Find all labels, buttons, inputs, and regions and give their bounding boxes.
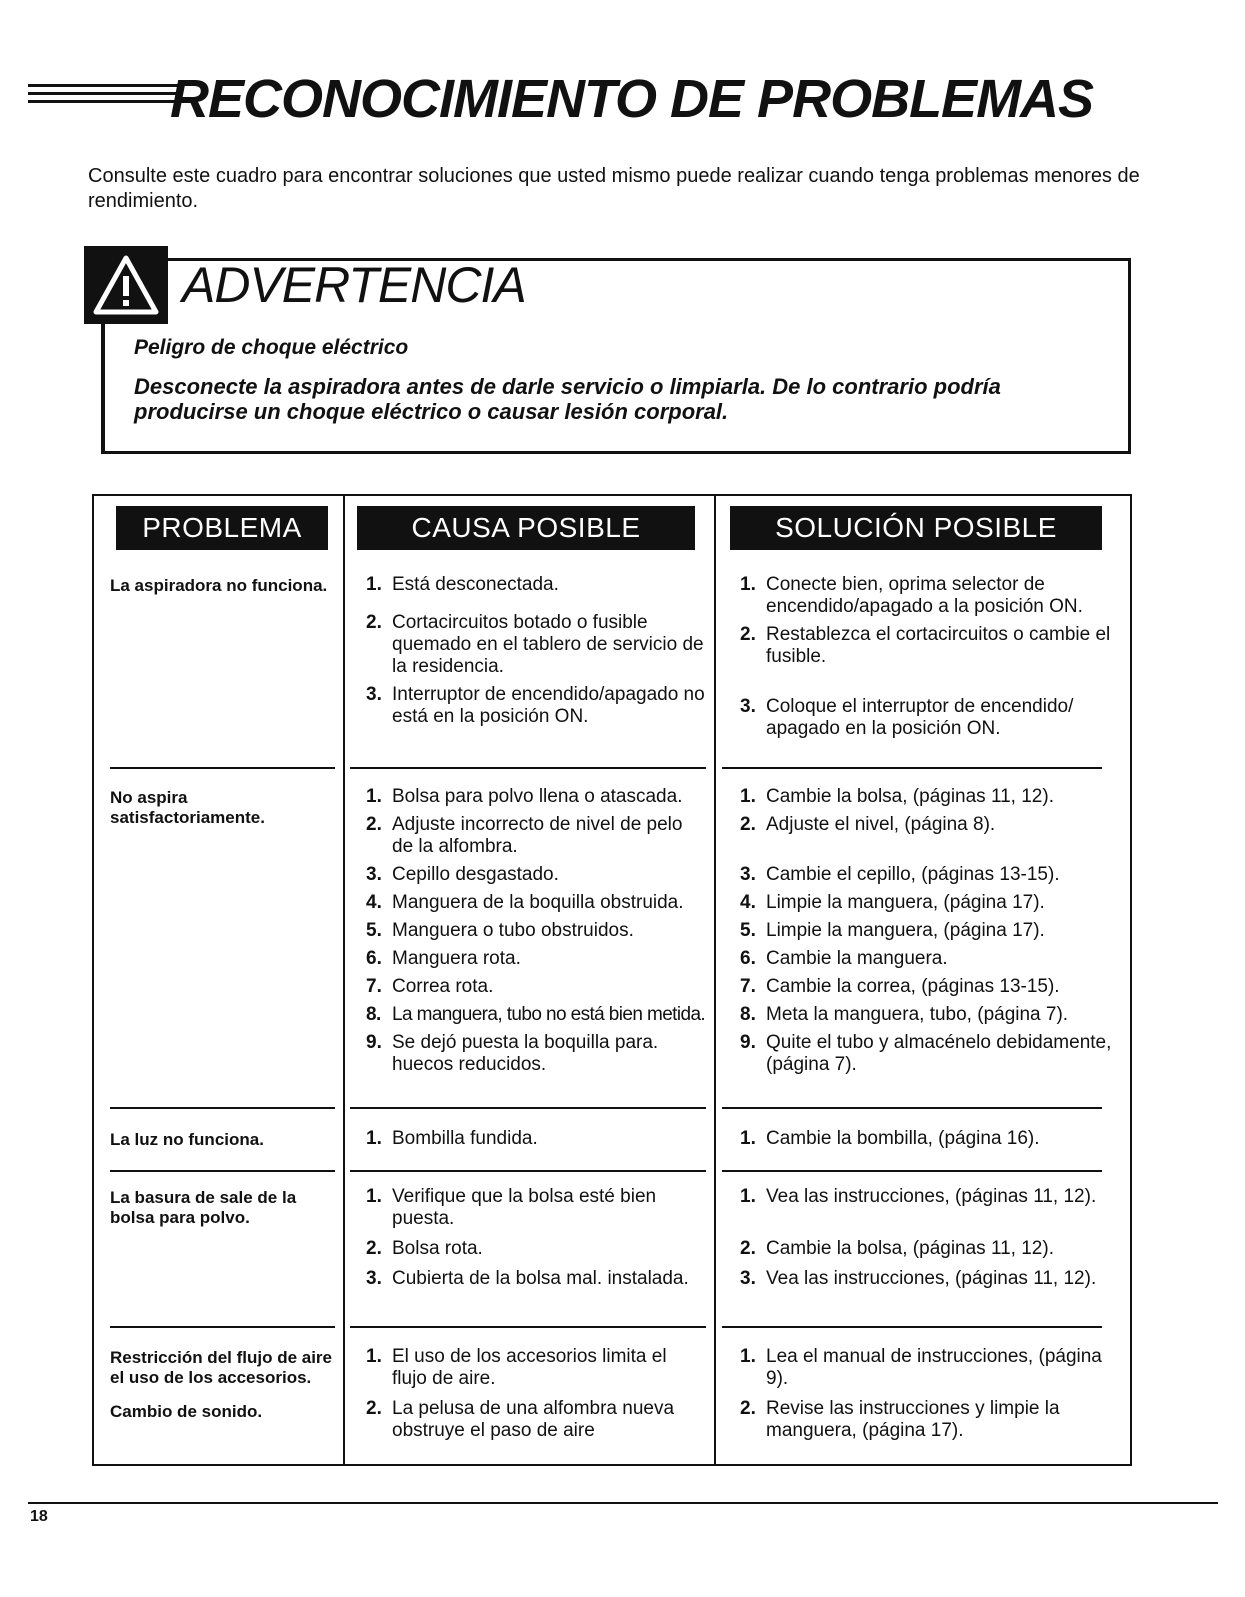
warning-heading: ADVERTENCIA xyxy=(182,257,526,313)
list-item: 3. Interruptor de encendido/apagado no está en la posición ON. xyxy=(366,684,705,727)
solution-list xyxy=(740,1346,1120,1442)
row-divider xyxy=(350,767,706,769)
row-problem xyxy=(110,788,335,842)
row-divider xyxy=(350,1326,706,1328)
problem-text: Cambio de sonido. xyxy=(110,1402,263,1421)
list-item: 2. La pelusa de una alfombra nueva obstruye el paso de aire xyxy=(366,1398,675,1441)
list-item: 9. Se dejó puesta la boquilla para. huecos reducidos. xyxy=(366,1032,659,1075)
footer-rule xyxy=(28,1502,1218,1504)
list-item: 4. Limpie la manguera, (página 17). xyxy=(740,892,1045,913)
list-item: 1. Cambie la bombilla, (página 16). xyxy=(740,1128,1040,1149)
list-item: 6. Cambie la manguera. xyxy=(740,948,948,969)
list-item: 3. Coloque el interruptor de encendido/ apagado en la posición ON. xyxy=(740,696,1074,739)
column-divider xyxy=(714,494,716,1466)
list-item: 1. Verifique que la bolsa esté bien puesta. xyxy=(366,1186,657,1229)
cause-list xyxy=(366,1186,706,1290)
page-number: 18 xyxy=(30,1508,48,1525)
solution-list xyxy=(740,1128,1120,1150)
column-header-solution: SOLUCIÓN POSIBLE xyxy=(730,506,1102,550)
row-divider xyxy=(110,767,335,769)
problem-text: La basura de sale de la bolsa para polvo. xyxy=(110,1188,297,1227)
row-divider xyxy=(722,767,1102,769)
list-item: 1. Bombilla fundida. xyxy=(366,1128,538,1149)
problem-text: La luz no funciona. xyxy=(110,1130,264,1149)
page-title: RECONOCIMIENTO DE PROBLEMAS xyxy=(170,69,1094,129)
warning-triangle-icon xyxy=(84,246,168,324)
list-item: 2. Bolsa rota. xyxy=(366,1238,483,1259)
list-item: 3. Cepillo desgastado. xyxy=(366,864,559,885)
row-divider xyxy=(722,1170,1102,1172)
cause-list xyxy=(366,1128,706,1150)
list-item: 1. Conecte bien, oprima selector de encendido/apagado a la posición ON. xyxy=(740,574,1083,617)
cause-list xyxy=(366,1346,706,1442)
problem-text: La aspiradora no funciona. xyxy=(110,576,328,595)
list-item: 2. Restablezca el cortacircuitos o cambie el fusible. xyxy=(740,624,1111,667)
solution-list xyxy=(740,1186,1120,1290)
list-item: 2. Revise las instrucciones y limpie la manguera, (página 17). xyxy=(740,1398,1060,1441)
solution-list xyxy=(740,786,1120,1076)
list-item: 1. El uso de los accesorios limita el flujo de aire. xyxy=(366,1346,667,1389)
row-divider xyxy=(110,1107,335,1109)
problem-text: No aspira satisfactoriamente. xyxy=(110,788,265,827)
row-divider xyxy=(722,1326,1102,1328)
row-divider xyxy=(110,1326,335,1328)
column-header-problem: PROBLEMA xyxy=(116,506,328,550)
warning-subheading: Peligro de choque eléctrico xyxy=(134,336,409,359)
list-item: 5. Limpie la manguera, (página 17). xyxy=(740,920,1045,941)
row-divider xyxy=(722,1107,1102,1109)
list-item: 2. Adjuste incorrecto de nivel de pelo de la alfombra. xyxy=(366,814,683,857)
list-item: 8. La manguera, tubo no está bien metida. xyxy=(366,1004,706,1025)
list-item: 6. Manguera rota. xyxy=(366,948,521,969)
title-rule-lines xyxy=(28,84,178,112)
cause-list xyxy=(366,574,706,728)
list-item: 3. Vea las instrucciones, (páginas 11, 12). xyxy=(740,1268,1097,1289)
list-item: 1. Lea el manual de instrucciones, (página 9). xyxy=(740,1346,1102,1389)
column-divider xyxy=(343,494,345,1466)
list-item: 2. Cortacircuitos botado o fusible quemado en el tablero de servicio de la residencia. xyxy=(366,612,704,677)
row-divider xyxy=(110,1170,335,1172)
list-item: 1. Bolsa para polvo llena o atascada. xyxy=(366,786,683,807)
row-problem xyxy=(110,1130,335,1164)
list-item: 1. Está desconectada. xyxy=(366,574,559,595)
intro-text: Consulte este cuadro para encontrar soluciones que usted mismo puede realizar cuando tenga problemas menores de rendimiento. xyxy=(88,165,1140,212)
cause-list xyxy=(366,786,706,1076)
column-header-cause: CAUSA POSIBLE xyxy=(357,506,695,550)
row-problem xyxy=(110,1188,335,1242)
problem-text: Restricción del flujo de aire el uso de los accesorios. xyxy=(110,1348,333,1387)
list-item: 7. Correa rota. xyxy=(366,976,494,997)
list-item: 1. Vea las instrucciones, (páginas 11, 12). xyxy=(740,1186,1097,1207)
warning-text: Desconecte la aspiradora antes de darle servicio o limpiarla. De lo contrario podría producirse un choque eléctrico o causar lesión corporal. xyxy=(134,374,1001,424)
list-item: 8. Meta la manguera, tubo, (página 7). xyxy=(740,1004,1069,1025)
list-item: 3. Cambie el cepillo, (páginas 13-15). xyxy=(740,864,1060,885)
row-problem xyxy=(110,1348,342,1436)
solution-list xyxy=(740,574,1120,740)
row-divider xyxy=(350,1170,706,1172)
list-item: 2. Cambie la bolsa, (páginas 11, 12). xyxy=(740,1238,1054,1259)
list-item: 1. Cambie la bolsa, (páginas 11, 12). xyxy=(740,786,1054,807)
row-problem xyxy=(110,576,335,610)
list-item: 9. Quite el tubo y almacénelo debidamente, (página 7). xyxy=(740,1032,1112,1075)
list-item: 3. Cubierta de la bolsa mal. instalada. xyxy=(366,1268,689,1289)
row-divider xyxy=(350,1107,706,1109)
title-row xyxy=(28,64,1218,134)
list-item: 2. Adjuste el nivel, (página 8). xyxy=(740,814,996,835)
list-item: 4. Manguera de la boquilla obstruida. xyxy=(366,892,684,913)
list-item: 7. Cambie la correa, (páginas 13-15). xyxy=(740,976,1060,997)
list-item: 5. Manguera o tubo obstruidos. xyxy=(366,920,634,941)
